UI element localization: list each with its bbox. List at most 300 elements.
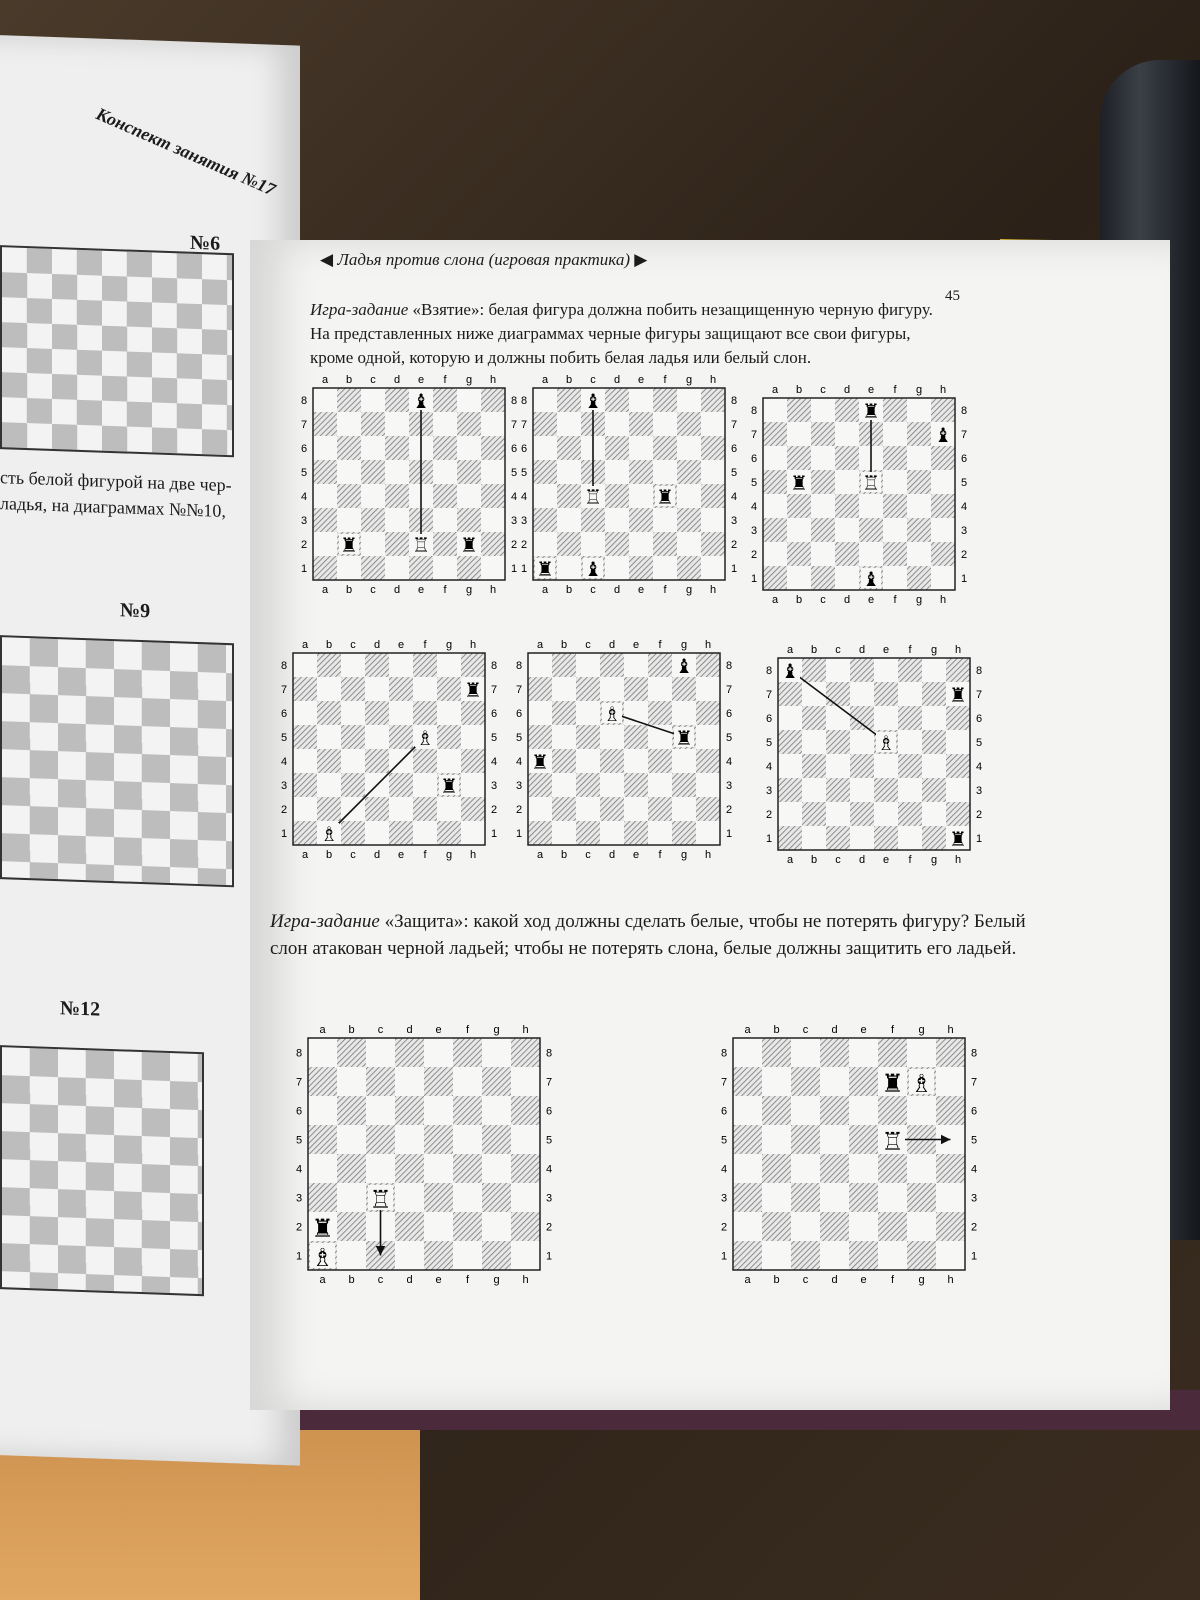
board-square bbox=[762, 1241, 791, 1270]
file-label-top: h bbox=[469, 639, 477, 651]
file-label-bottom: c bbox=[802, 1274, 809, 1286]
rank-label-left: 6 bbox=[295, 1105, 303, 1118]
rank-label-left: 5 bbox=[750, 477, 758, 489]
file-label-bottom: b bbox=[565, 584, 573, 596]
board-square bbox=[787, 446, 811, 470]
board-square bbox=[337, 1212, 366, 1241]
file-label-top: f bbox=[423, 639, 427, 651]
board-square bbox=[820, 1241, 849, 1270]
rank-label-left: 4 bbox=[515, 756, 523, 768]
file-label-bottom: g bbox=[685, 584, 693, 596]
file-label-bottom: f bbox=[423, 849, 427, 861]
board-square bbox=[849, 1183, 878, 1212]
board-square bbox=[557, 508, 581, 532]
rank-label-left: 3 bbox=[765, 785, 773, 797]
rank-label-left: 1 bbox=[765, 833, 773, 845]
defense-task-lead: Игра-задание bbox=[270, 911, 380, 932]
board-square bbox=[648, 653, 672, 677]
board-square bbox=[481, 412, 505, 436]
board-square bbox=[648, 749, 672, 773]
file-label-bottom: b bbox=[810, 854, 818, 866]
board-square bbox=[453, 1096, 482, 1125]
file-label-bottom: d bbox=[843, 594, 851, 606]
rank-label-right: 3 bbox=[970, 1192, 978, 1205]
board-square bbox=[317, 725, 341, 749]
board-square bbox=[433, 484, 457, 508]
rook-white-icon: ♖ bbox=[369, 1185, 392, 1214]
board-square bbox=[313, 388, 337, 412]
board-square bbox=[791, 1183, 820, 1212]
capture-task-text: : белая фигура должна побить незащищенную черную фигуру. На представленных ниже диаграммах черные фигуры защищают все свои фигуры, кроме одной, которую и должны побить белая ладья или белый слон. bbox=[310, 300, 933, 367]
board-square bbox=[600, 821, 624, 845]
board-square bbox=[365, 677, 389, 701]
rank-label-left: 2 bbox=[295, 1221, 303, 1234]
board-square bbox=[811, 494, 835, 518]
board-square bbox=[552, 677, 576, 701]
board-square bbox=[409, 556, 433, 580]
board-square bbox=[648, 797, 672, 821]
board-square bbox=[461, 797, 485, 821]
rank-label-right: 8 bbox=[545, 1047, 553, 1060]
board-square bbox=[605, 532, 629, 556]
board-square bbox=[576, 749, 600, 773]
rank-label-left: 6 bbox=[515, 708, 523, 720]
bishop-black-icon: ♝ bbox=[412, 389, 430, 413]
board-square bbox=[850, 658, 874, 682]
board-square bbox=[461, 701, 485, 725]
board-square bbox=[874, 682, 898, 706]
rank-label-left: 5 bbox=[280, 732, 288, 744]
board-square bbox=[677, 412, 701, 436]
board-square bbox=[653, 508, 677, 532]
rank-label-left: 6 bbox=[280, 708, 288, 720]
rank-label-right: 6 bbox=[510, 443, 518, 455]
file-label-top: h bbox=[939, 384, 947, 396]
file-label-top: g bbox=[445, 639, 453, 651]
board-square bbox=[907, 398, 931, 422]
board-square bbox=[874, 754, 898, 778]
board-square bbox=[811, 422, 835, 446]
rank-label-right: 2 bbox=[725, 804, 733, 816]
file-label-top: b bbox=[565, 374, 573, 386]
board-square bbox=[898, 706, 922, 730]
board-square bbox=[308, 1154, 337, 1183]
file-label-bottom: f bbox=[465, 1274, 470, 1286]
rank-label-right: 3 bbox=[490, 780, 498, 792]
file-label-bottom: e bbox=[397, 849, 405, 861]
board-square bbox=[874, 826, 898, 850]
bishop-black-icon: ♝ bbox=[781, 659, 799, 683]
rank-label-left: 8 bbox=[295, 1047, 303, 1060]
file-label-top: h bbox=[947, 1024, 954, 1036]
file-label-top: d bbox=[393, 374, 401, 386]
file-label-bottom: h bbox=[709, 584, 717, 596]
board-square bbox=[433, 412, 457, 436]
file-label-bottom: e bbox=[417, 584, 425, 596]
file-label-top: e bbox=[860, 1024, 867, 1036]
board-square bbox=[701, 556, 725, 580]
file-label-bottom: b bbox=[773, 1274, 780, 1286]
file-label-bottom: g bbox=[680, 849, 688, 861]
rank-label-left: 7 bbox=[520, 419, 528, 431]
board-square bbox=[461, 821, 485, 845]
board-square bbox=[802, 706, 826, 730]
chess-board-svg bbox=[295, 370, 523, 598]
board-square bbox=[337, 508, 361, 532]
board-square bbox=[313, 460, 337, 484]
board-square bbox=[802, 826, 826, 850]
file-label-bottom: h bbox=[489, 584, 497, 596]
rank-label-right: 7 bbox=[725, 684, 733, 696]
board-square bbox=[533, 436, 557, 460]
board-square bbox=[341, 653, 365, 677]
rank-label-right: 2 bbox=[970, 1221, 978, 1234]
board-square bbox=[385, 460, 409, 484]
board-square bbox=[733, 1125, 762, 1154]
rank-label-right: 1 bbox=[510, 563, 518, 575]
rank-label-left: 4 bbox=[750, 501, 758, 513]
file-label-bottom: e bbox=[867, 594, 875, 606]
board-square bbox=[648, 821, 672, 845]
board-square bbox=[883, 494, 907, 518]
board-square bbox=[365, 797, 389, 821]
board-square bbox=[677, 484, 701, 508]
file-label-top: e bbox=[637, 374, 645, 386]
chess-board-svg bbox=[275, 635, 503, 863]
board-square bbox=[696, 749, 720, 773]
board-square bbox=[762, 1096, 791, 1125]
file-label-bottom: a bbox=[321, 584, 329, 596]
file-label-bottom: c bbox=[585, 849, 591, 861]
board-square bbox=[701, 436, 725, 460]
board-square bbox=[931, 542, 955, 566]
board-square bbox=[413, 749, 437, 773]
rank-label-right: 5 bbox=[975, 737, 983, 749]
board-square bbox=[624, 677, 648, 701]
board-square bbox=[481, 556, 505, 580]
rank-label-left: 1 bbox=[295, 1250, 303, 1263]
board-square bbox=[528, 773, 552, 797]
board-square bbox=[763, 398, 787, 422]
board-square bbox=[850, 754, 874, 778]
rank-label-right: 4 bbox=[960, 501, 968, 513]
board-square bbox=[629, 412, 653, 436]
board-square bbox=[931, 494, 955, 518]
board-square bbox=[437, 797, 461, 821]
board-square bbox=[653, 532, 677, 556]
board-square bbox=[802, 778, 826, 802]
rank-label-left: 5 bbox=[295, 1134, 303, 1147]
file-label-bottom: e bbox=[435, 1274, 442, 1286]
board-square bbox=[293, 797, 317, 821]
board-square bbox=[791, 1125, 820, 1154]
board-square bbox=[802, 730, 826, 754]
board-square bbox=[629, 460, 653, 484]
board-square bbox=[701, 460, 725, 484]
rank-label-right: 2 bbox=[545, 1221, 553, 1234]
board-square bbox=[835, 518, 859, 542]
file-label-bottom: c bbox=[820, 594, 826, 606]
board-square bbox=[433, 460, 457, 484]
bishop-black-icon: ♝ bbox=[934, 423, 952, 447]
rank-label-right: 7 bbox=[970, 1076, 978, 1089]
rank-label-left: 4 bbox=[520, 491, 528, 503]
file-label-bottom: d bbox=[831, 1274, 838, 1286]
file-label-top: d bbox=[613, 374, 621, 386]
board-square bbox=[791, 1154, 820, 1183]
board-square bbox=[672, 773, 696, 797]
board-square bbox=[385, 556, 409, 580]
file-label-top: g bbox=[685, 374, 693, 386]
board-square bbox=[395, 1067, 424, 1096]
board-square bbox=[878, 1154, 907, 1183]
board-square bbox=[313, 556, 337, 580]
rank-label-left: 6 bbox=[720, 1105, 728, 1118]
board-square bbox=[317, 701, 341, 725]
file-label-top: d bbox=[373, 639, 381, 651]
board-square bbox=[762, 1154, 791, 1183]
rank-label-left: 2 bbox=[750, 549, 758, 561]
board-square bbox=[533, 508, 557, 532]
bishop-black-icon: ♝ bbox=[862, 567, 880, 591]
rank-label-right: 2 bbox=[730, 539, 738, 551]
board-square bbox=[733, 1154, 762, 1183]
rank-label-left: 8 bbox=[300, 395, 308, 407]
rank-label-right: 3 bbox=[960, 525, 968, 537]
rank-label-left: 5 bbox=[300, 467, 308, 479]
board-square bbox=[389, 821, 413, 845]
file-label-top: e bbox=[632, 639, 640, 651]
board-square bbox=[936, 1241, 965, 1270]
file-label-bottom: f bbox=[908, 854, 912, 866]
file-label-top: h bbox=[522, 1024, 529, 1036]
rook-black-icon: ♜ bbox=[949, 683, 967, 707]
board-square bbox=[317, 773, 341, 797]
file-label-top: a bbox=[541, 374, 549, 386]
board-square bbox=[481, 532, 505, 556]
rank-label-left: 8 bbox=[515, 660, 523, 672]
board-square bbox=[762, 1212, 791, 1241]
board-square bbox=[763, 566, 787, 590]
board-square bbox=[883, 446, 907, 470]
board-square bbox=[835, 398, 859, 422]
file-label-bottom: f bbox=[890, 1274, 895, 1286]
board-square bbox=[552, 749, 576, 773]
board-square bbox=[576, 701, 600, 725]
file-label-bottom: g bbox=[915, 594, 923, 606]
board-square bbox=[907, 494, 931, 518]
bishop-white-icon: ♗ bbox=[877, 731, 895, 755]
board-square bbox=[605, 556, 629, 580]
board-square bbox=[533, 412, 557, 436]
board-square bbox=[511, 1212, 540, 1241]
rank-label-right: 6 bbox=[725, 708, 733, 720]
rank-label-left: 3 bbox=[515, 780, 523, 792]
board-square bbox=[365, 653, 389, 677]
board-square bbox=[733, 1067, 762, 1096]
rank-label-right: 1 bbox=[960, 573, 968, 585]
file-label-top: b bbox=[348, 1024, 355, 1036]
board-square bbox=[313, 532, 337, 556]
board-square bbox=[600, 725, 624, 749]
board-square bbox=[433, 388, 457, 412]
board-square bbox=[922, 682, 946, 706]
board-square bbox=[576, 677, 600, 701]
file-label-top: h bbox=[954, 644, 962, 656]
board-square bbox=[424, 1154, 453, 1183]
board-square bbox=[341, 701, 365, 725]
board-square bbox=[763, 446, 787, 470]
diagram-capture-5 bbox=[510, 635, 738, 863]
rank-label-right: 1 bbox=[490, 828, 498, 840]
board-square bbox=[946, 754, 970, 778]
board-square bbox=[922, 730, 946, 754]
board-square bbox=[907, 1154, 936, 1183]
board-square bbox=[898, 682, 922, 706]
board-square bbox=[453, 1241, 482, 1270]
rank-label-right: 6 bbox=[730, 443, 738, 455]
board-square bbox=[907, 518, 931, 542]
chess-board-svg bbox=[745, 380, 973, 608]
file-label-bottom: a bbox=[786, 854, 794, 866]
board-square bbox=[600, 653, 624, 677]
file-label-top: f bbox=[908, 644, 912, 656]
rank-label-right: 6 bbox=[960, 453, 968, 465]
rank-label-left: 5 bbox=[765, 737, 773, 749]
board-square bbox=[365, 749, 389, 773]
file-label-bottom: g bbox=[445, 849, 453, 861]
board-square bbox=[433, 436, 457, 460]
rank-label-left: 6 bbox=[765, 713, 773, 725]
board-square bbox=[337, 1125, 366, 1154]
board-square bbox=[811, 398, 835, 422]
rook-black-icon: ♜ bbox=[949, 827, 967, 851]
board-square bbox=[365, 725, 389, 749]
diagram-number-6: №6 bbox=[190, 231, 221, 255]
board-square bbox=[605, 388, 629, 412]
file-label-top: c bbox=[350, 639, 356, 651]
board-square bbox=[389, 653, 413, 677]
board-square bbox=[931, 398, 955, 422]
board-square bbox=[733, 1096, 762, 1125]
capture-task-paragraph bbox=[310, 298, 950, 370]
board-square bbox=[293, 701, 317, 725]
board-square bbox=[624, 653, 648, 677]
board-square bbox=[802, 802, 826, 826]
rank-label-right: 6 bbox=[545, 1105, 553, 1118]
board-square bbox=[653, 436, 677, 460]
rank-label-right: 5 bbox=[510, 467, 518, 479]
board-square bbox=[389, 773, 413, 797]
board-square bbox=[946, 730, 970, 754]
rank-label-right: 7 bbox=[730, 419, 738, 431]
file-label-top: g bbox=[915, 384, 923, 396]
board-square bbox=[437, 749, 461, 773]
file-label-top: c bbox=[370, 374, 376, 386]
rank-label-right: 5 bbox=[725, 732, 733, 744]
file-label-top: e bbox=[867, 384, 875, 396]
file-label-bottom: h bbox=[947, 1274, 954, 1286]
bishop-black-icon: ♝ bbox=[584, 557, 602, 581]
board-square bbox=[811, 518, 835, 542]
board-square bbox=[600, 773, 624, 797]
board-square bbox=[481, 484, 505, 508]
board-square bbox=[791, 1096, 820, 1125]
board-square bbox=[936, 1038, 965, 1067]
board-square bbox=[366, 1096, 395, 1125]
diagram-defense-2 bbox=[715, 1020, 983, 1288]
board-square bbox=[313, 508, 337, 532]
file-label-top: d bbox=[406, 1024, 413, 1036]
rank-label-right: 2 bbox=[490, 804, 498, 816]
board-square bbox=[850, 730, 874, 754]
board-square bbox=[385, 388, 409, 412]
file-label-bottom: f bbox=[658, 849, 662, 861]
board-square bbox=[696, 821, 720, 845]
rank-label-left: 8 bbox=[750, 405, 758, 417]
board-square bbox=[811, 566, 835, 590]
board-square bbox=[629, 556, 653, 580]
board-square bbox=[337, 1241, 366, 1270]
rank-label-left: 1 bbox=[520, 563, 528, 575]
board-square bbox=[576, 725, 600, 749]
board-square bbox=[453, 1212, 482, 1241]
rank-label-left: 6 bbox=[750, 453, 758, 465]
board-square bbox=[859, 494, 883, 518]
board-square bbox=[457, 484, 481, 508]
board-square bbox=[528, 821, 552, 845]
rank-label-left: 1 bbox=[280, 828, 288, 840]
board-square bbox=[576, 653, 600, 677]
board-square bbox=[922, 706, 946, 730]
board-square bbox=[481, 508, 505, 532]
board-square bbox=[552, 797, 576, 821]
file-label-top: h bbox=[704, 639, 712, 651]
rank-label-left: 2 bbox=[300, 539, 308, 551]
board-square bbox=[820, 1096, 849, 1125]
rank-label-left: 5 bbox=[520, 467, 528, 479]
rook-black-icon: ♜ bbox=[536, 557, 554, 581]
board-square bbox=[528, 653, 552, 677]
file-label-bottom: d bbox=[608, 849, 616, 861]
board-square bbox=[696, 701, 720, 725]
board-square bbox=[366, 1125, 395, 1154]
rank-label-right: 4 bbox=[545, 1163, 553, 1176]
board-square bbox=[337, 436, 361, 460]
file-label-bottom: c bbox=[350, 849, 356, 861]
left-text-line-1: сть белой фигурой на две чер- bbox=[0, 467, 232, 496]
board-square bbox=[511, 1067, 540, 1096]
board-square bbox=[395, 1241, 424, 1270]
file-label-top: d bbox=[831, 1024, 838, 1036]
board-square bbox=[898, 826, 922, 850]
board-square bbox=[733, 1212, 762, 1241]
board-square bbox=[878, 1241, 907, 1270]
board-square bbox=[453, 1038, 482, 1067]
board-square bbox=[811, 446, 835, 470]
bishop-white-icon: ♗ bbox=[320, 822, 338, 846]
board-square bbox=[946, 658, 970, 682]
file-label-bottom: c bbox=[370, 584, 376, 596]
board-square bbox=[437, 701, 461, 725]
file-label-bottom: a bbox=[319, 1274, 326, 1286]
board-square bbox=[433, 508, 457, 532]
file-label-bottom: b bbox=[795, 594, 803, 606]
board-square bbox=[849, 1241, 878, 1270]
rank-label-right: 8 bbox=[725, 660, 733, 672]
board-square bbox=[385, 532, 409, 556]
capture-task-title: «Взятие» bbox=[412, 300, 480, 319]
